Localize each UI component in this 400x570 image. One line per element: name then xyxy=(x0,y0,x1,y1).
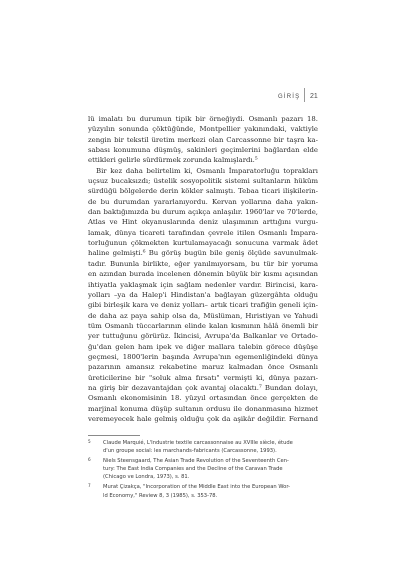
text-line: ettikleri gelirle sürdürmek zorunda kalmışlardı.⁵ xyxy=(88,156,258,165)
footnotes xyxy=(88,439,320,502)
text-line: na giriş bir dezavantajdan çok avantaj olacaktı.⁷ Bundan dolayı, xyxy=(88,383,318,392)
footnote-number: 5 xyxy=(88,439,91,444)
footnote-line: Niels Steensgaard, The Asian Trade Revolution of the Seventeenth Cen- xyxy=(103,458,289,465)
text-line: dan baktığımızda bu durum açıkça anlaşılır. 1960'lar ve 70'lerde, xyxy=(88,208,318,217)
text-line: sabası konumuna düşmüş, sakinleri geçimlerini bağlardan elde xyxy=(88,146,318,155)
text-line: lamak, dünya ticareti tarafından çevrele itilen Osmanlı İmpara- xyxy=(88,228,318,237)
footnote-number: 6 xyxy=(88,457,91,463)
text-line: geçmesi, 1800'lerin başında Avrupa'nın egemenliğindeki dünya xyxy=(88,352,318,361)
text-line: ihtiyatla yaklaşmak için sağlam nedenler vardır. Birincisi, kara- xyxy=(88,280,318,289)
footnote-line: Claude Marquié, L'Industrie textile carcassonnaise au XVIIIe siècle, étude xyxy=(103,440,293,446)
footnote-number: 7 xyxy=(88,483,91,489)
text-line: Bir kez daha belirtelim ki, Osmanlı İmparatorluğu toprakları xyxy=(96,166,318,175)
text-line: gibi birleşik kara ve deniz yolları– artık ticari trafiğin geneli için- xyxy=(88,301,318,310)
text-line: yolları –ya da Halep'i Hindistan'a bağlayan güzergâhta olduğu xyxy=(88,290,318,299)
text-line: üreticilerine bir "soluk alma fırsatı" vermişti ki, dünya pazarı- xyxy=(88,373,318,382)
text-line: veremeyecek hale gelmiş olduğu çok da aşikâr değildir. Fernand xyxy=(88,414,318,423)
text-line: yer tuttuğunu görürüz. İkincisi, Avrupa'da Balkanlar ve Ortado- xyxy=(88,332,318,341)
footnote xyxy=(88,457,320,481)
page-number: 21 xyxy=(310,93,318,100)
body-text xyxy=(88,114,318,424)
footnote-divider xyxy=(88,435,140,436)
text-line: Osmanlı ekonomisinin 18. yüzyıl ortasından önce gerçekten de xyxy=(88,394,318,403)
text-line: tüm Osmanlı tüccarlarının elinde kalan kısmının hâlâ önemli bir xyxy=(88,321,318,330)
text-line: sürdüğü bölgelerde derin kökler salmıştı. Tebaa ticari ilişkilerin- xyxy=(88,187,318,196)
text-line: ğu'dan gelen ham ipek ve diğer mallara talebin görece düşüşe xyxy=(88,342,318,351)
footnote-line: Murat Çizakça, "Incorporation of the Middle East into the European Wor- xyxy=(103,484,290,491)
text-line: pazarının amansız rekabetine maruz kalmadan önce Osmanlı xyxy=(88,363,318,372)
header-divider xyxy=(304,88,305,102)
footnote xyxy=(88,439,320,455)
footnote-line: ld Economy," Review 8, 3 (1985), s. 353-78. xyxy=(103,492,218,499)
text-line: Atlas ve Hint okyanuslarında deniz ulaşımının arttığını vurgu- xyxy=(88,218,318,227)
paragraph xyxy=(88,166,318,425)
text-line: en azından burada incelenen dönemin büyük bir kısmı açısından xyxy=(88,270,318,279)
text-line: marjinal konuma düşüp sultanın ordusu ile donanmasına hizmet xyxy=(88,404,318,413)
footnote-line: d'un groupe social: les marchands-fabricants (Carcassonne, 1993). xyxy=(103,448,277,455)
text-line: de bu durumdan yararlanıyordu. Kervan yollarına daha yakın- xyxy=(88,197,318,206)
running-head: GİRİŞ xyxy=(278,94,301,100)
text-line: torluğunun çökmekten kurtulamayacağı sonucuna varmak âdet xyxy=(88,239,318,248)
text-line: yüzyılın sonunda çöktüğünde, Montpellier yakınındaki, vaktiyle xyxy=(88,125,318,134)
text-line: tadır. Bununla birlikte, eğer yanılmıyorsam, bu tür bir yoruma xyxy=(88,259,318,268)
text-line: de daha az paya sahip olsa da, Müslüman, Hıristiyan ve Yahudi xyxy=(88,311,318,320)
footnote-line: tury: The East India Companies and the Decline of the Caravan Trade xyxy=(103,466,283,473)
text-line: haline gelmişti.⁶ Bu görüş bugün bile geniş ölçüde savunulmak- xyxy=(88,249,318,258)
text-line: uçsuz bucaksızdı; üstelik sosyopolitik sistemi sultanların hüküm xyxy=(88,177,318,186)
footnote xyxy=(88,483,320,499)
text-line: zengin bir tekstil üretim merkezi olan Carcassonne bir taşra ka- xyxy=(88,135,318,144)
footnote-line: (Chicago ve Londra, 1973), s. 81. xyxy=(103,474,190,481)
paragraph xyxy=(88,114,318,166)
text-line: lü imalatı bu durumun tipik bir örneğiydi. Osmanlı pazarı 18. xyxy=(88,115,318,123)
